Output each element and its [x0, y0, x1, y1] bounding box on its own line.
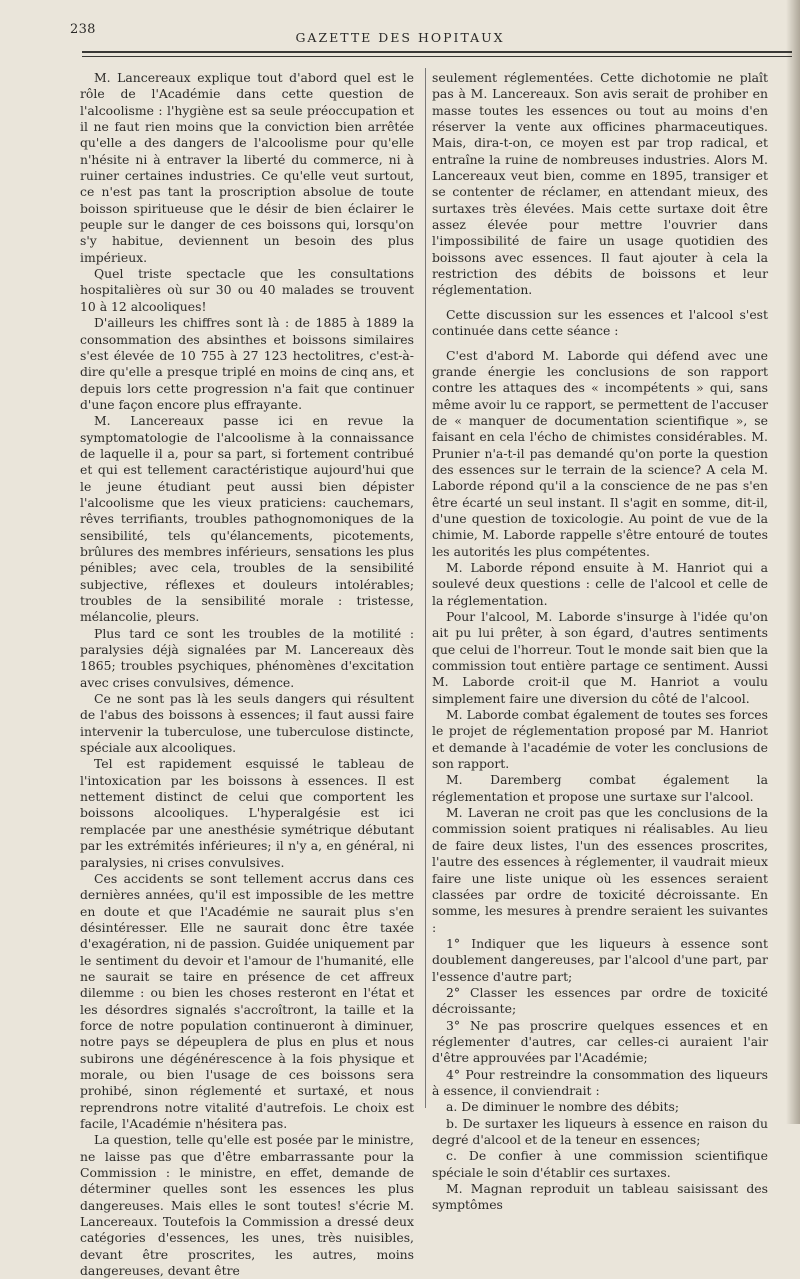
- header-rule-thin: [82, 56, 792, 57]
- paragraph: D'ailleurs les chiffres sont là : de 1885 à 1889 la consommation des absinthes et boissons similaires s'est élevée de 10 755 à 27 123 hectolitres, c'est-à-dire qu'elle a presque triplé en moins de cinq ans, et depuis lors cette progression n'a fait que continuer d'une façon encore plus effrayante.: [80, 315, 414, 412]
- paragraph: M. Laborde combat également de toutes ses forces le projet de réglementation proposé par M. Hanriot et demande à l'académie de voter les conclusions de son rapport.: [432, 707, 768, 772]
- list-item: 4° Pour restreindre la consommation des liqueurs à essence, il conviendrait :: [432, 1066, 768, 1098]
- paragraph: M. Lancereaux explique tout d'abord quel est le rôle de l'Académie dans cette question de l'alcoolisme : l'hygiène est sa seule préoccupation et il ne faut rien moins que la conviction bien arrêtée qu'elle a des dangers de l'alcoolisme pour qu'elle n'hésite ni à entraver la liberté du commerce, ni à ruiner certaines industries. Ce qu'elle veut surtout, ce n'est pas tant la proscription absolue de toute boisson spiritueuse que le désir de bien éclairer le peuple sur le danger de ces boissons qui, lorsqu'on s'y habitue, deviennent un besoin des plus impérieux.: [80, 70, 414, 265]
- paragraph: Plus tard ce sont les troubles de la motilité : paralysies déjà signalées par M. Lancereaux dès 1865; troubles psychiques, phénomènes d'excitation avec crises convulsives, démence.: [80, 625, 414, 690]
- paragraph: M. Daremberg combat également la réglementation et propose une surtaxe sur l'alcool.: [432, 772, 768, 804]
- paragraph: La question, telle qu'elle est posée par le ministre, ne laisse pas que d'être embarrassante pour la Commission : le ministre, en effet, demande de déterminer quelles sont les essences les plus dangereuses. Mais elles le sont toutes! s'écrie M. Lancereaux. Toutefois la Commission a dressé deux catégories d'essences, les unes, très nuisibles, devant être proscrites, les autres, moins dangereuses, devant être: [80, 1132, 414, 1279]
- paragraph: M. Lancereaux passe ici en revue la symptomatologie de l'alcoolisme à la connaissance de laquelle il a, pour sa part, si fortement contribué et qui est tellement caractéristique aujourd'hui que le jeune étudiant peut aussi bien dépister l'alcoolisme que les vieux praticiens: cauchemars, rêves terrifiants, troubles pathognomoniques de la sensibilité, tels qu'élancements, picotements, brûlures des membres inférieurs, sensations les plus pénibles; avec cela, troubles de la sensibilité subjective, réflexes et douleurs intolérables; troubles de la sensibilité morale : tristesse, mélancolie, pleurs.: [80, 413, 414, 625]
- running-title: GAZETTE DES HOPITAUX: [295, 30, 505, 45]
- paragraph: M. Magnan reproduit un tableau saisissant des symptômes: [432, 1181, 768, 1213]
- paragraph: Ce ne sont pas là les seuls dangers qui résultent de l'abus des boissons à essences; il faut aussi faire intervenir la tuberculose, une tuberculose distincte, spéciale aux alcooliques.: [80, 691, 414, 756]
- paragraph: M. Laveran ne croit pas que les conclusions de la commission soient pratiques ni réalisables. Au lieu de faire deux listes, l'un des essences proscrites, l'autre des essences à réglementer, il vaudrait mieux faire une liste unique où les essences seraient classées par ordre de toxicité décroissante. En somme, les mesures à prendre seraient les suivantes :: [432, 805, 768, 935]
- page-number: 238: [70, 22, 96, 37]
- paragraph: Ces accidents se sont tellement accrus dans ces dernières années, qu'il est impossible de les mettre en doute et que l'Académie ne saurait plus s'en désintéresser. Elle ne saurait donc être taxée d'exagération, ni de passion. Guidée uniquement par le sentiment du devoir et l'amour de l'humanité, elle ne saurait se taire en présence de cet affreux dilemme : ou bien les choses resteront en l'état et les désordres signalés s'accroîtront, la taille et la force de notre population continueront à diminuer, notre pays se dépeuplera de plus en plus et nous subirons une dégénérescence à la fois physique et morale, ou bien l'usage de ces boissons sera prohibé, sinon réglementé et surtaxé, et nous reprendrons notre vitalité d'autrefois. Le choix est facile, l'Académie n'hésitera pas.: [80, 870, 414, 1131]
- left-column: [80, 70, 414, 1279]
- list-item: b. De surtaxer les liqueurs à essence en raison du degré d'alcool et de la teneur en essences;: [432, 1115, 768, 1147]
- paragraph: M. Laborde répond ensuite à M. Hanriot qui a soulevé deux questions : celle de l'alcool et celle de la réglementation.: [432, 559, 768, 608]
- list-item: c. De confier à une commission scientifique spéciale le soin d'établir ces surtaxes.: [432, 1148, 768, 1180]
- paragraph: C'est d'abord M. Laborde qui défend avec une grande énergie les conclusions de son rapport contre les attaques des « incompétents » qui, sans même avoir lu ce rapport, se permettent de l'accuser de « manquer de documentation scientifique », se faisant en cela l'écho de chimistes considérables. M. Prunier n'a-t-il pas demandé qu'on porte la question des essences sur le terrain de la science? A cela M. Laborde répond qu'il a la conscience de ne pas s'en être écarté un seul instant. Il s'agit en somme, dit-il, d'une question de toxicologie. Au point de vue de la chimie, M. Laborde rappelle s'être entouré de toutes les autorités les plus compétentes.: [432, 347, 768, 559]
- page-edge-shadow: [786, 0, 800, 1124]
- header-rule-thick: [82, 51, 792, 53]
- column-divider: [425, 68, 426, 1108]
- paragraph: seulement réglementées. Cette dichotomie ne plaît pas à M. Lancereaux. Son avis serait de prohiber en masse toutes les essences ou tout au moins d'en réserver la vente aux officines pharmaceutiques. Mais, dira-t-on, ce moyen est par trop radical, et entraîne la ruine de nombreuses industries. Alors M. Lancereaux veut bien, comme en 1895, transiger et se contenter de réclamer, en attendant mieux, des surtaxes très élevées. Mais cette surtaxe doit être assez élevée pour mettre l'ouvrier dans l'impossibilité de faire un usage quotidien des boissons avec essences. Il faut ajouter à cela la restriction des débits de boissons et leur réglementation.: [432, 70, 768, 298]
- list-item: 2° Classer les essences par ordre de toxicité décroissante;: [432, 984, 768, 1017]
- list-item: 3° Ne pas proscrire quelques essences et en réglementer d'autres, car celles-ci auraient l'air d'être approuvées par l'Académie;: [432, 1017, 768, 1066]
- paragraph: Quel triste spectacle que les consultations hospitalières où sur 30 ou 40 malades se trouvent 10 à 12 alcooliques!: [80, 266, 414, 314]
- list-item: a. De diminuer le nombre des débits;: [446, 1099, 680, 1115]
- paragraph: Cette discussion sur les essences et l'alcool s'est continuée dans cette séance :: [432, 306, 768, 339]
- paragraph: Tel est rapidement esquissé le tableau de l'intoxication par les boissons à essences. Il est nettement distinct de celui que comportent les boissons alcooliques. L'hyperalgésie est ici remplacée par une anesthésie symétrique débutant par les extrémités inférieures; il n'y a, en général, ni paralysies, ni crises convulsives.: [80, 756, 414, 870]
- list-item: 1° Indiquer que les liqueurs à essence sont doublement dangereuses, par l'alcool d'une part, par l'essence d'autre part;: [432, 935, 768, 984]
- right-column: [432, 70, 768, 1214]
- paragraph: Pour l'alcool, M. Laborde s'insurge à l'idée qu'on ait pu lui prêter, à son égard, d'autres sentiments que celui de l'horreur. Tout le monde sait bien que la commission tout entière partage ce sentiment. Aussi M. Laborde croit-il que M. Hanriot a voulu simplement faire une diversion du côté de l'alcool.: [432, 609, 768, 706]
